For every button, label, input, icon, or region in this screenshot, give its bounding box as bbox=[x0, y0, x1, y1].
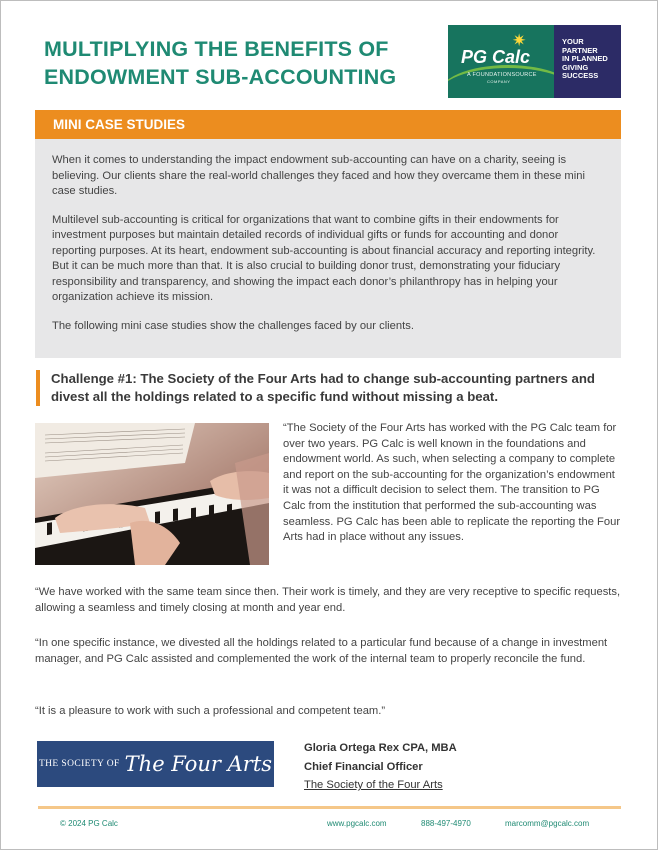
tagline-line: GIVING bbox=[562, 62, 589, 72]
logo-sub-brand: A FOUNDATIONSOURCE bbox=[467, 72, 537, 78]
society-logo-prefix: THE SOCIETY OF bbox=[38, 759, 120, 769]
piano-photo-illustration bbox=[35, 423, 269, 565]
signature-name: Gloria Ortega Rex CPA, MBA bbox=[304, 742, 457, 754]
society-four-arts-logo bbox=[37, 741, 274, 787]
piano-photo bbox=[35, 423, 269, 565]
logo-brand-name: PG Calc bbox=[461, 47, 531, 67]
challenge-heading: Challenge #1: The Society of the Four Arts had to change sub-accounting partners and divest all the holdings related to a specific fund without missing a beat. bbox=[36, 370, 621, 406]
testimonial-quote: “In one specific instance, we divested all the holdings related to a particular fund because of a change in investment manager, and PG Calc assisted and complemented the work of the internal team to properly reconcile the fund. bbox=[35, 637, 608, 665]
tagline-line: PARTNER bbox=[562, 45, 598, 55]
star-icon: ✷ bbox=[512, 31, 527, 50]
section-banner: MINI CASE STUDIES bbox=[35, 110, 621, 139]
testimonial-quote: “It is a pleasure to work with such a professional and competent team.” bbox=[35, 705, 386, 717]
testimonial-quote: “The Society of the Four Arts has worked with the PG Calc team for over two years. PG Calc is well known in the foundations and endowment world. As such, when selecting a company to complete and report on the sub-accounting for the organization’s endowment it was not a difficult decision to select them. The transition to PG Calc from the institution that performed the sub-accounting was seamless. PG Calc has been able to replicate the reporting the Four Arts had in place without any issues. bbox=[283, 422, 621, 544]
intro-box bbox=[35, 139, 621, 358]
testimonial-quote: “We have worked with the same team since then. Their work is timely, and they are very receptive to specific requests, allowing a seamless and timely closing at month and year end. bbox=[35, 586, 621, 614]
footer-website-link[interactable]: www.pgcalc.com bbox=[327, 819, 387, 828]
footer-divider bbox=[38, 806, 621, 809]
pg-calc-logo bbox=[448, 25, 621, 98]
signature-block bbox=[304, 739, 457, 795]
page-title-line-1: MULTIPLYING THE BENEFITS OF bbox=[44, 37, 389, 61]
intro-paragraph: The following mini case studies show the challenges faced by our clients. bbox=[52, 319, 414, 332]
footer-copyright: © 2024 PG Calc bbox=[60, 819, 118, 828]
tagline-line: SUCCESS bbox=[562, 71, 599, 81]
tagline-line: IN PLANNED bbox=[562, 54, 608, 64]
logo-brand-panel bbox=[448, 25, 554, 98]
footer-phone[interactable]: 888-497-4970 bbox=[421, 819, 471, 828]
logo-sub-brand-company: COMPANY bbox=[487, 79, 511, 84]
logo-tagline bbox=[554, 25, 621, 98]
page-title bbox=[44, 35, 444, 91]
tagline-line: YOUR bbox=[562, 37, 584, 46]
footer-email-link[interactable]: marcomm@pgcalc.com bbox=[505, 819, 590, 828]
signature-org-link[interactable]: The Society of the Four Arts bbox=[304, 779, 443, 791]
page-title-line-2: ENDOWMENT SUB-ACCOUNTING bbox=[44, 65, 397, 89]
intro-paragraph: When it comes to understanding the impact endowment sub-accounting can have on a charity, seeing is believing. Our clients share the real-world challenges they faced and how they overcame them in these mini case studies. bbox=[52, 154, 585, 197]
society-logo-script: The Four Arts bbox=[124, 752, 273, 776]
signature-role: Chief Financial Officer bbox=[304, 760, 423, 773]
intro-paragraph: Multilevel sub-accounting is critical for organizations that want to combine gifts in their endowments for investment purposes but maintain detailed records of individual gifts or funds for accounting and donor reporting purposes. At its heart, endowment sub-accounting is about financial accuracy and reporting integrity. But it can be much more than that. It is also crucial to building donor trust, demonstrating your fiduciary responsibility and transparency, and showing the impact each donor’s philanthropy has in helping your organization achieve its mission. bbox=[52, 213, 596, 303]
